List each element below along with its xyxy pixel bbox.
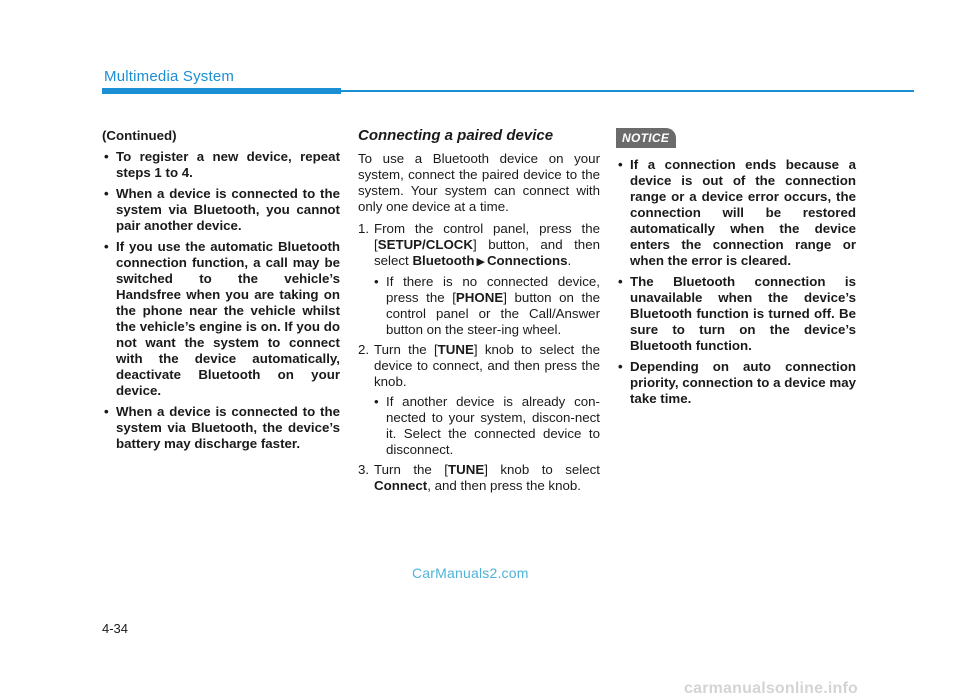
step-text: Turn the [ xyxy=(374,342,438,357)
bullet-icon: • xyxy=(104,186,109,201)
column-right xyxy=(616,128,856,407)
continued-label: (Continued) xyxy=(102,128,177,143)
section-title: Multimedia System xyxy=(104,68,235,85)
arrow-right-icon: ▶ xyxy=(476,256,485,268)
step-text: . xyxy=(567,253,572,268)
key-label: TUNE xyxy=(448,462,485,477)
watermark-link[interactable]: CarManuals2.com xyxy=(412,565,529,581)
site-watermark: carmanualsonline.info xyxy=(684,680,859,697)
sub-text: ] button on the control panel or the Call/Answer button on the steer-ing wheel. xyxy=(386,290,600,337)
bullet-icon: • xyxy=(618,359,623,374)
page-number: 4-34 xyxy=(102,621,129,636)
left-bullet-list xyxy=(102,149,340,452)
list-item xyxy=(374,274,600,338)
sub-text: If there is no connected device, press the [ xyxy=(386,274,600,305)
section-heading: Connecting a paired device xyxy=(358,127,554,144)
notice-badge: NOTICE xyxy=(616,128,676,148)
list-item xyxy=(102,186,340,234)
step-text: ] button, and then select xyxy=(374,237,600,268)
bullet-icon: • xyxy=(104,404,109,419)
step-1 xyxy=(358,221,600,338)
step-text: ] knob to select xyxy=(484,462,601,477)
bullet-icon: • xyxy=(618,157,623,172)
bullet-text: Depending on auto connection priority, connection to a device may take time. xyxy=(630,359,856,406)
step-3 xyxy=(358,462,600,494)
step-2 xyxy=(358,342,600,458)
step-number: 2. xyxy=(358,342,370,357)
step-text: Turn the [ xyxy=(374,462,448,477)
sub-text: If another device is already con-nected to your system, discon-nect it. Select the connected device to disconnect. xyxy=(386,394,600,457)
step-text: ] knob to select the device to connect, and then press the knob. xyxy=(374,342,600,389)
key-label: TUNE xyxy=(437,342,474,357)
bullet-icon: • xyxy=(104,149,109,164)
bullet-text: When a device is connected to the system via Bluetooth, you cannot pair another device. xyxy=(116,186,340,233)
list-item xyxy=(374,394,600,458)
bullet-text: If you use the automatic Bluetooth connection function, a call may be switched to the vehicle’s Handsfree when you are taking on the phone near the vehicle whilst the vehicle’s engine is on. If you do not want the system to connect with the device automatically, deactivate Bluetooth on your device. xyxy=(116,239,340,398)
step-number: 1. xyxy=(358,221,370,236)
column-middle xyxy=(358,128,600,494)
bullet-text: When a device is connected to the system via Bluetooth, the device’s battery may discharge faster. xyxy=(116,404,340,451)
step-text: From the control panel, press the [ xyxy=(374,221,600,252)
bullet-text: To register a new device, repeat steps 1 to 4. xyxy=(116,149,340,180)
intro-paragraph: To use a Bluetooth device on your system, connect the paired device to the system. Your system can connect with only one device at a time. xyxy=(358,151,600,214)
steps-list xyxy=(358,221,600,494)
key-label: SETUP/CLOCK xyxy=(377,237,474,252)
header-rule-thin xyxy=(341,90,914,92)
step-number: 3. xyxy=(358,462,370,477)
menu-label: Connections xyxy=(486,253,568,268)
bullet-text: The Bluetooth connection is unavailable when the device’s Bluetooth function is turned off. Be sure to turn on the device’s Bluetooth function. xyxy=(630,274,856,353)
key-label: PHONE xyxy=(455,290,504,305)
list-item xyxy=(102,404,340,452)
header-rule-thick xyxy=(102,88,341,94)
bullet-icon: • xyxy=(618,274,623,289)
list-item xyxy=(616,359,856,407)
column-left xyxy=(102,128,340,452)
bullet-text: If a connection ends because a device is out of the connection range or a device error occurs, the connection will be restored automatically when the device enters the connection range or when the error is cleared. xyxy=(630,157,856,268)
step-1-sub-list xyxy=(374,274,600,338)
notice-bullet-list xyxy=(616,157,856,407)
list-item xyxy=(616,274,856,354)
bullet-icon: • xyxy=(374,274,379,289)
list-item xyxy=(616,157,856,269)
list-item xyxy=(102,239,340,399)
bullet-icon: • xyxy=(104,239,109,254)
menu-label: Bluetooth xyxy=(412,253,475,268)
step-text: , and then press the knob. xyxy=(427,478,581,493)
menu-label: Connect xyxy=(374,478,428,493)
step-2-sub-list xyxy=(374,394,600,458)
bullet-icon: • xyxy=(374,394,379,409)
list-item xyxy=(102,149,340,181)
